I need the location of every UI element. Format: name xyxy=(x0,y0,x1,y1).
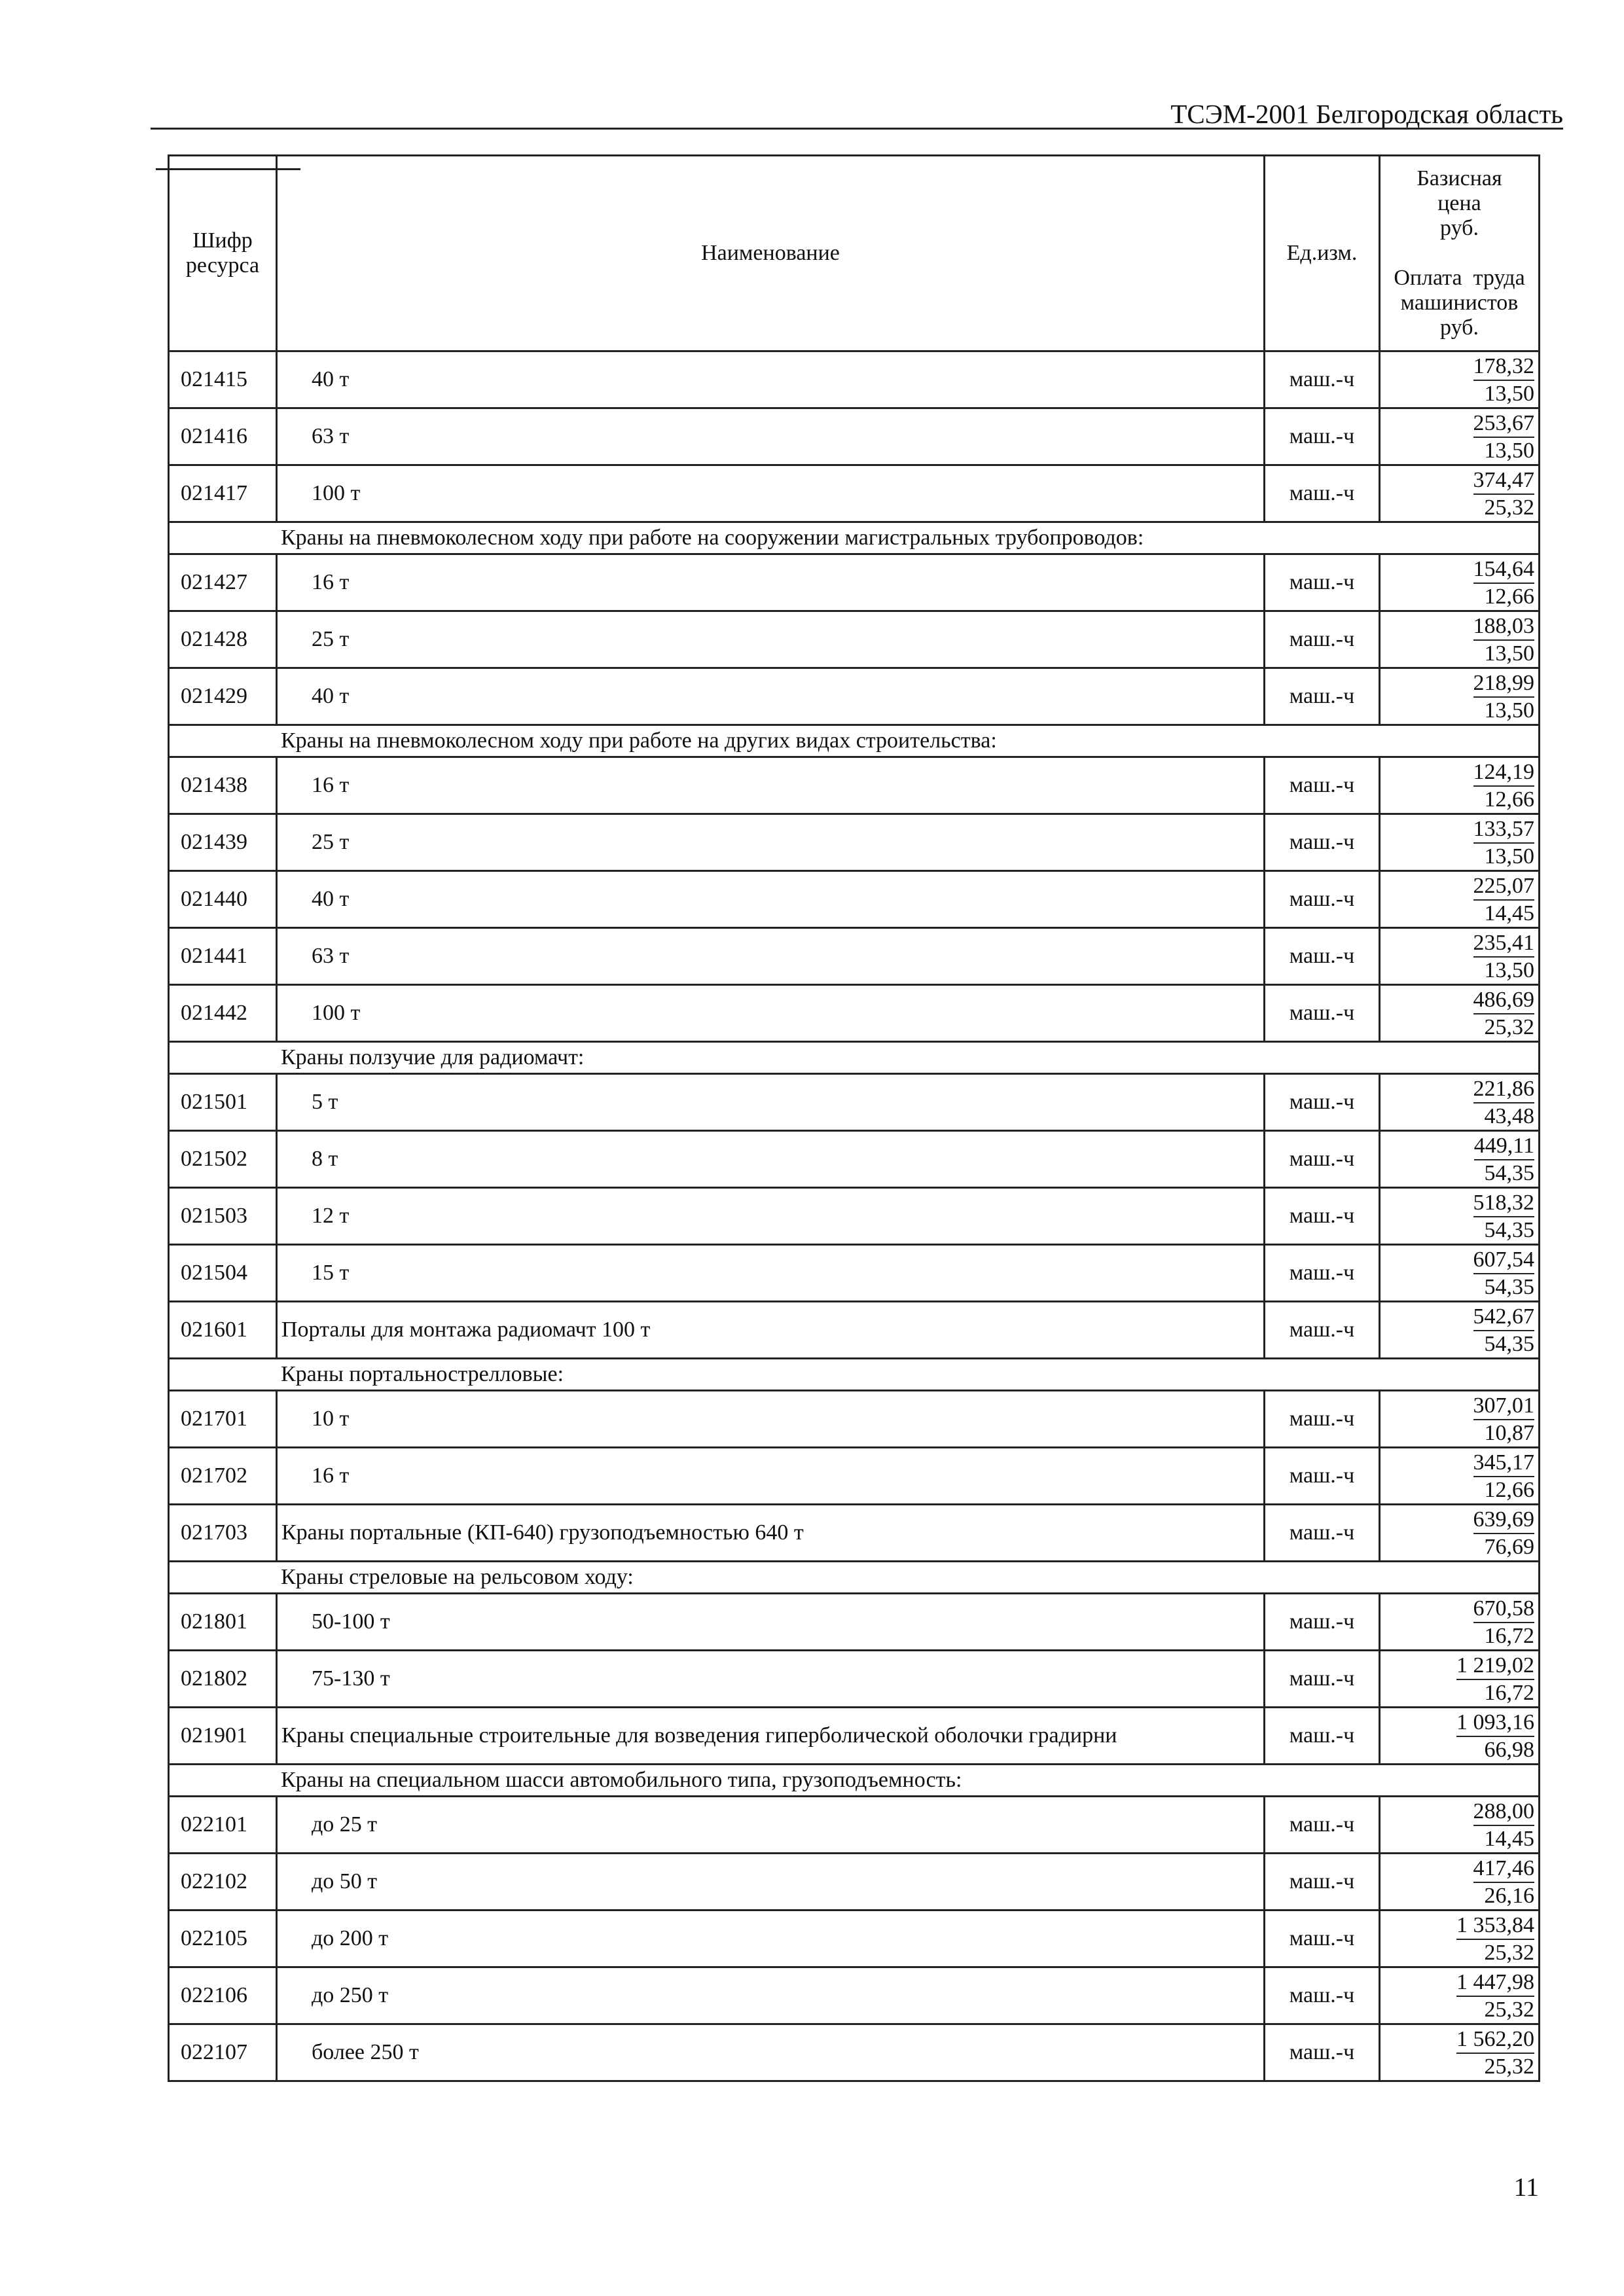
price-cell xyxy=(1380,408,1540,465)
table-row xyxy=(169,1302,1540,1359)
resource-name: 25 т xyxy=(312,627,350,651)
resource-name: 100 т xyxy=(312,481,361,505)
resource-name-cell xyxy=(277,1797,1265,1854)
table-row xyxy=(169,408,1540,465)
resource-name: 16 т xyxy=(312,1463,350,1488)
price-cell xyxy=(1380,1448,1540,1505)
price-cell xyxy=(1380,668,1540,725)
column-header-price-line: руб. xyxy=(1440,216,1479,240)
resource-code: 021702 xyxy=(169,1448,277,1505)
base-price: 288,00 xyxy=(1473,1799,1535,1826)
section-header-row xyxy=(169,725,1540,757)
price-cell xyxy=(1380,1797,1540,1854)
resource-code: 021440 xyxy=(169,871,277,928)
base-price: 345,17 xyxy=(1473,1450,1535,1477)
table-row xyxy=(169,1245,1540,1302)
resource-name: Краны портальные (КП-640) грузоподъемностью 640 т xyxy=(281,1520,804,1545)
resource-name-cell xyxy=(277,814,1265,871)
table-row xyxy=(169,1797,1540,1854)
price-cell xyxy=(1380,611,1540,668)
resource-code: 021416 xyxy=(169,408,277,465)
unit-of-measure: маш.-ч xyxy=(1265,1708,1380,1765)
resource-code: 021802 xyxy=(169,1651,277,1708)
operator-labor-cost: 66,98 xyxy=(1484,1737,1534,1762)
table-row xyxy=(169,1188,1540,1245)
unit-of-measure: маш.-ч xyxy=(1265,985,1380,1042)
operator-labor-cost: 13,50 xyxy=(1484,381,1534,406)
table-row xyxy=(169,1651,1540,1708)
price-cell xyxy=(1380,757,1540,814)
resource-price-table xyxy=(168,154,1540,2082)
resource-name-cell xyxy=(277,985,1265,1042)
resource-name-cell xyxy=(277,1708,1265,1765)
resource-name: 50-100 т xyxy=(312,1609,390,1634)
table-row xyxy=(169,2024,1540,2081)
price-cell xyxy=(1380,928,1540,985)
resource-name: до 25 т xyxy=(312,1812,378,1837)
section-header-row xyxy=(169,1765,1540,1797)
section-title: Краны стреловые на рельсовом ходу: xyxy=(169,1562,1540,1594)
resource-name-cell xyxy=(277,871,1265,928)
resource-code: 021429 xyxy=(169,668,277,725)
table-row xyxy=(169,1910,1540,1967)
section-header-row xyxy=(169,522,1540,554)
resource-code: 021703 xyxy=(169,1505,277,1562)
base-price: 374,47 xyxy=(1473,467,1535,495)
table-row xyxy=(169,985,1540,1042)
operator-labor-cost: 25,32 xyxy=(1484,2054,1534,2079)
resource-name-cell xyxy=(277,1967,1265,2024)
unit-of-measure: маш.-ч xyxy=(1265,554,1380,611)
price-cell xyxy=(1380,1245,1540,1302)
operator-labor-cost: 13,50 xyxy=(1484,958,1534,982)
resource-code: 021502 xyxy=(169,1131,277,1188)
resource-name-cell xyxy=(277,408,1265,465)
unit-of-measure: маш.-ч xyxy=(1265,668,1380,725)
operator-labor-cost: 12,66 xyxy=(1484,787,1534,812)
operator-labor-cost: 16,72 xyxy=(1484,1623,1534,1648)
table-row xyxy=(169,1967,1540,2024)
resource-name-cell xyxy=(277,1910,1265,1967)
resource-code: 021504 xyxy=(169,1245,277,1302)
operator-labor-cost: 76,69 xyxy=(1484,1534,1534,1559)
resource-name: 15 т xyxy=(312,1261,350,1285)
resource-code: 021442 xyxy=(169,985,277,1042)
column-header-price-line: цена xyxy=(1437,191,1481,215)
resource-code: 021901 xyxy=(169,1708,277,1765)
base-price: 670,58 xyxy=(1473,1596,1535,1623)
price-cell xyxy=(1380,814,1540,871)
base-price: 235,41 xyxy=(1473,930,1535,958)
resource-name-cell xyxy=(277,1074,1265,1131)
base-price: 486,69 xyxy=(1473,987,1535,1014)
unit-of-measure: маш.-ч xyxy=(1265,1302,1380,1359)
unit-of-measure: маш.-ч xyxy=(1265,2024,1380,2081)
operator-labor-cost: 14,45 xyxy=(1484,1826,1534,1851)
column-header-price-spacer xyxy=(1380,241,1538,266)
resource-code: 021701 xyxy=(169,1391,277,1448)
operator-labor-cost: 25,32 xyxy=(1484,495,1534,520)
unit-of-measure: маш.-ч xyxy=(1265,465,1380,522)
resource-name: 10 т xyxy=(312,1407,350,1431)
base-price: 225,07 xyxy=(1473,873,1535,901)
resource-code: 022107 xyxy=(169,2024,277,2081)
table-row xyxy=(169,1391,1540,1448)
resource-name-cell xyxy=(277,1188,1265,1245)
base-price: 639,69 xyxy=(1473,1507,1535,1534)
section-title: Краны портальнострелловые: xyxy=(169,1359,1540,1391)
section-header-row xyxy=(169,1562,1540,1594)
section-header-row xyxy=(169,1042,1540,1074)
resource-name: до 50 т xyxy=(312,1869,378,1893)
resource-name: 63 т xyxy=(312,424,350,448)
column-header-price xyxy=(1380,156,1540,351)
operator-labor-cost: 13,50 xyxy=(1484,641,1534,666)
resource-code: 021501 xyxy=(169,1074,277,1131)
operator-labor-cost: 25,32 xyxy=(1484,1014,1534,1039)
column-header-unit: Ед.изм. xyxy=(1265,156,1380,351)
resource-name-cell xyxy=(277,1302,1265,1359)
price-cell xyxy=(1380,1594,1540,1651)
resource-code: 021428 xyxy=(169,611,277,668)
resource-code: 021427 xyxy=(169,554,277,611)
table-row xyxy=(169,465,1540,522)
resource-name: 63 т xyxy=(312,944,350,968)
unit-of-measure: маш.-ч xyxy=(1265,1131,1380,1188)
unit-of-measure: маш.-ч xyxy=(1265,928,1380,985)
resource-code: 021415 xyxy=(169,351,277,408)
table-row xyxy=(169,1505,1540,1562)
base-price: 607,54 xyxy=(1473,1247,1535,1274)
operator-labor-cost: 10,87 xyxy=(1484,1420,1534,1445)
operator-labor-cost: 26,16 xyxy=(1484,1883,1534,1908)
price-cell xyxy=(1380,554,1540,611)
unit-of-measure: маш.-ч xyxy=(1265,871,1380,928)
resource-name: 16 т xyxy=(312,773,350,797)
price-cell xyxy=(1380,985,1540,1042)
column-header-price-line: руб. xyxy=(1440,315,1479,340)
operator-labor-cost: 13,50 xyxy=(1484,698,1534,723)
unit-of-measure: маш.-ч xyxy=(1265,1188,1380,1245)
operator-labor-cost: 25,32 xyxy=(1484,1997,1534,2022)
table-row xyxy=(169,554,1540,611)
base-price: 1 447,98 xyxy=(1456,1969,1534,1997)
resource-name: до 250 т xyxy=(312,1983,389,2007)
table-row xyxy=(169,1854,1540,1910)
price-cell xyxy=(1380,1854,1540,1910)
operator-labor-cost: 43,48 xyxy=(1484,1103,1534,1128)
price-cell xyxy=(1380,871,1540,928)
resource-code: 021503 xyxy=(169,1188,277,1245)
unit-of-measure: маш.-ч xyxy=(1265,611,1380,668)
resource-code: 021441 xyxy=(169,928,277,985)
table-row xyxy=(169,1708,1540,1765)
unit-of-measure: маш.-ч xyxy=(1265,408,1380,465)
unit-of-measure: маш.-ч xyxy=(1265,1448,1380,1505)
unit-of-measure: маш.-ч xyxy=(1265,1967,1380,2024)
price-cell xyxy=(1380,1651,1540,1708)
resource-code: 022106 xyxy=(169,1967,277,2024)
resource-name-cell xyxy=(277,928,1265,985)
operator-labor-cost: 54,35 xyxy=(1484,1160,1534,1185)
base-price: 449,11 xyxy=(1474,1133,1534,1160)
resource-name-cell xyxy=(277,1854,1265,1910)
resource-name-cell xyxy=(277,1505,1265,1562)
resource-name: 8 т xyxy=(312,1147,338,1171)
unit-of-measure: маш.-ч xyxy=(1265,1797,1380,1854)
table-row xyxy=(169,668,1540,725)
resource-name-cell xyxy=(277,351,1265,408)
table-row xyxy=(169,1074,1540,1131)
base-price: 1 562,20 xyxy=(1456,2026,1534,2054)
price-cell xyxy=(1380,465,1540,522)
resource-name-cell xyxy=(277,1594,1265,1651)
base-price: 253,67 xyxy=(1473,410,1535,438)
column-header-code-line: Шифр xyxy=(192,228,253,253)
table-header-row xyxy=(169,156,1540,351)
operator-labor-cost: 13,50 xyxy=(1484,438,1534,463)
price-cell xyxy=(1380,1967,1540,2024)
operator-labor-cost: 13,50 xyxy=(1484,844,1534,869)
resource-name-cell xyxy=(277,1245,1265,1302)
resource-name: до 200 т xyxy=(312,1926,389,1950)
resource-name: 75-130 т xyxy=(312,1666,390,1691)
resource-code: 021438 xyxy=(169,757,277,814)
section-title: Краны ползучие для радиомачт: xyxy=(169,1042,1540,1074)
resource-code: 021417 xyxy=(169,465,277,522)
page-number: 11 xyxy=(1513,2172,1539,2202)
unit-of-measure: маш.-ч xyxy=(1265,1505,1380,1562)
price-cell xyxy=(1380,1505,1540,1562)
section-title: Краны на специальном шасси автомобильного типа, грузоподъемность: xyxy=(169,1765,1540,1797)
base-price: 154,64 xyxy=(1473,556,1535,584)
column-header-code-line: ресурса xyxy=(185,253,260,278)
base-price: 1 353,84 xyxy=(1456,1912,1534,1940)
table-row xyxy=(169,928,1540,985)
operator-labor-cost: 14,45 xyxy=(1484,901,1534,925)
operator-labor-cost: 16,72 xyxy=(1484,1680,1534,1705)
resource-code: 022101 xyxy=(169,1797,277,1854)
document-title: ТСЭМ-2001 Белгородская область xyxy=(1170,99,1563,129)
base-price: 417,46 xyxy=(1473,1856,1535,1883)
price-cell xyxy=(1380,1391,1540,1448)
resource-name: 12 т xyxy=(312,1204,350,1228)
resource-name: 40 т xyxy=(312,367,350,391)
column-header-price-line: Оплата труда xyxy=(1394,266,1525,290)
header-rule xyxy=(151,128,1563,130)
section-header-row xyxy=(169,1359,1540,1391)
resource-code: 022105 xyxy=(169,1910,277,1967)
resource-name: Краны специальные строительные для возведения гиперболической оболочки градирни xyxy=(281,1723,1117,1748)
base-price: 188,03 xyxy=(1473,613,1535,641)
resource-name-cell xyxy=(277,554,1265,611)
operator-labor-cost: 54,35 xyxy=(1484,1331,1534,1356)
unit-of-measure: маш.-ч xyxy=(1265,814,1380,871)
resource-code: 021601 xyxy=(169,1302,277,1359)
base-price: 542,67 xyxy=(1473,1304,1535,1331)
unit-of-measure: маш.-ч xyxy=(1265,1074,1380,1131)
base-price: 1 093,16 xyxy=(1456,1710,1534,1737)
base-price: 218,99 xyxy=(1473,670,1535,698)
resource-name: 40 т xyxy=(312,684,350,708)
base-price: 124,19 xyxy=(1473,759,1535,787)
column-header-price-line: Базисная xyxy=(1416,166,1502,190)
unit-of-measure: маш.-ч xyxy=(1265,1854,1380,1910)
table-row xyxy=(169,611,1540,668)
unit-of-measure: маш.-ч xyxy=(1265,1391,1380,1448)
base-price: 221,86 xyxy=(1473,1076,1535,1103)
price-cell xyxy=(1380,351,1540,408)
resource-name-cell xyxy=(277,757,1265,814)
base-price: 178,32 xyxy=(1473,353,1535,381)
table-row xyxy=(169,1594,1540,1651)
resource-name-cell xyxy=(277,611,1265,668)
resource-name-cell xyxy=(277,1391,1265,1448)
resource-name: 5 т xyxy=(312,1090,338,1114)
base-price: 307,01 xyxy=(1473,1393,1535,1420)
resource-name-cell xyxy=(277,1131,1265,1188)
resource-name-cell xyxy=(277,668,1265,725)
resource-name-cell xyxy=(277,1651,1265,1708)
base-price: 518,32 xyxy=(1473,1190,1535,1217)
table-row xyxy=(169,814,1540,871)
resource-name-cell xyxy=(277,1448,1265,1505)
base-price: 133,57 xyxy=(1473,816,1535,844)
resource-name: 16 т xyxy=(312,570,350,594)
operator-labor-cost: 54,35 xyxy=(1484,1274,1534,1299)
column-header-code xyxy=(169,156,277,351)
base-price: 1 219,02 xyxy=(1456,1653,1534,1680)
column-header-price-line: машинистов xyxy=(1400,291,1519,315)
price-cell xyxy=(1380,1910,1540,1967)
table-row xyxy=(169,1448,1540,1505)
price-cell xyxy=(1380,1188,1540,1245)
operator-labor-cost: 12,66 xyxy=(1484,584,1534,609)
column-header-name: Наименование xyxy=(277,156,1265,351)
resource-code: 021439 xyxy=(169,814,277,871)
section-title: Краны на пневмоколесном ходу при работе на других видах строительства: xyxy=(169,725,1540,757)
resource-name: Порталы для монтажа радиомачт 100 т xyxy=(281,1318,651,1342)
price-cell xyxy=(1380,1708,1540,1765)
price-cell xyxy=(1380,1074,1540,1131)
resource-code: 022102 xyxy=(169,1854,277,1910)
price-cell xyxy=(1380,2024,1540,2081)
operator-labor-cost: 12,66 xyxy=(1484,1477,1534,1502)
table-row xyxy=(169,351,1540,408)
unit-of-measure: маш.-ч xyxy=(1265,1594,1380,1651)
resource-name: 100 т xyxy=(312,1001,361,1025)
table-row xyxy=(169,1131,1540,1188)
resource-name: более 250 т xyxy=(312,2040,419,2064)
table-row xyxy=(169,871,1540,928)
operator-labor-cost: 25,32 xyxy=(1484,1940,1534,1965)
unit-of-measure: маш.-ч xyxy=(1265,757,1380,814)
resource-name: 25 т xyxy=(312,830,350,854)
section-title: Краны на пневмоколесном ходу при работе на сооружении магистральных трубопроводов: xyxy=(169,522,1540,554)
resource-name-cell xyxy=(277,465,1265,522)
price-cell xyxy=(1380,1302,1540,1359)
unit-of-measure: маш.-ч xyxy=(1265,1651,1380,1708)
resource-name: 40 т xyxy=(312,887,350,911)
unit-of-measure: маш.-ч xyxy=(1265,1910,1380,1967)
price-cell xyxy=(1380,1131,1540,1188)
resource-code: 021801 xyxy=(169,1594,277,1651)
resource-name-cell xyxy=(277,2024,1265,2081)
operator-labor-cost: 54,35 xyxy=(1484,1217,1534,1242)
unit-of-measure: маш.-ч xyxy=(1265,351,1380,408)
table-row xyxy=(169,757,1540,814)
unit-of-measure: маш.-ч xyxy=(1265,1245,1380,1302)
